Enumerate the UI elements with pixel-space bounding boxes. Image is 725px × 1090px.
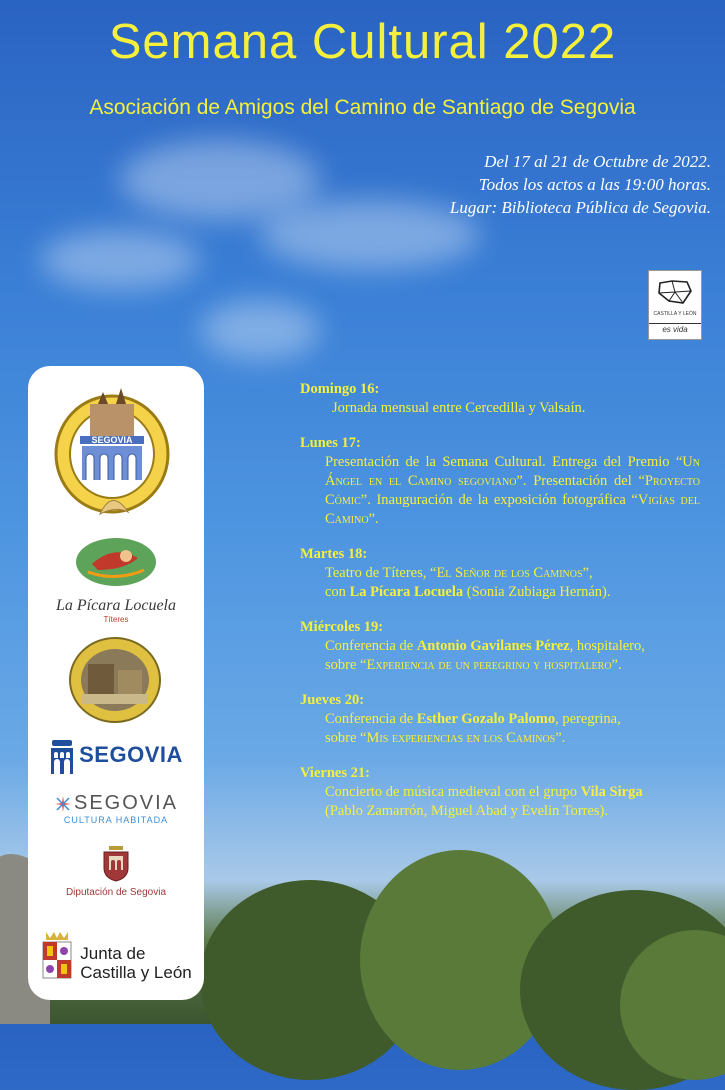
cloud (40, 230, 200, 290)
day-description (300, 710, 700, 748)
text-run: (Pablo Zamarrón, Miguel Abad y Evelin Torres). (325, 803, 609, 819)
poster-title: Semana Cultural 2022 (108, 15, 617, 69)
play-name: “El Señor de los Caminos” (430, 565, 589, 581)
text-run: , hospitalero, (569, 638, 645, 654)
seal-text: SEGOVIA (91, 435, 133, 445)
day-title: Martes 18 (300, 546, 363, 562)
day-title: Viernes 21 (300, 765, 366, 781)
day-title: Miércoles 19 (300, 619, 379, 635)
segovia-wordmark: SEGOVIA (79, 742, 183, 767)
junta-name-line2: Castilla y León (80, 963, 192, 982)
company-name: La Pícara Locuela (349, 584, 464, 600)
picara-locuela-name: La Pícara Locuela (56, 597, 176, 614)
text-run: . Inauguración de la exposición fotográfica (367, 492, 632, 508)
event-dates: Del 17 al 21 de Octubre de 2022. (484, 152, 711, 171)
albergue-seal-logo (68, 636, 162, 724)
diputacion-segovia-logo (28, 842, 204, 898)
cloud (200, 300, 320, 360)
text-run: . Presentación del (522, 473, 639, 489)
day-title: Lunes 17 (300, 435, 357, 451)
ayuntamiento-segovia-logo (28, 730, 204, 780)
diputacion-coat-of-arms-icon (101, 842, 131, 882)
text-run: Teatro de Títeres, (325, 565, 431, 581)
picara-locuela-emblem-icon (28, 536, 204, 592)
cloud (260, 200, 480, 270)
text-run: (Sonia Zubiaga Hernán). (463, 584, 611, 600)
schedule-day: Miércoles 19: Conferencia de Antonio Gavilanes Pérez, hospitalero, sobre “Experiencia de un peregrino y hospitalero”. (300, 618, 700, 675)
text-run: . (375, 511, 379, 527)
schedule-day: Domingo 16: Jornada mensual entre Cercedilla y Valsaín. (300, 380, 700, 418)
day-title: Jueves 20 (300, 692, 360, 708)
asociacion-seal-logo (50, 384, 174, 516)
talk-title: “Experiencia de un peregrino y hospitalero” (360, 657, 618, 673)
exhibition-name: “Vigías del Camino” (325, 492, 700, 527)
segovia-cultura-wordmark: SEGOVIA (73, 792, 179, 814)
event-time: Todos los actos a las 19:00 horas. (478, 175, 711, 194)
brand-small-text: CASTILLA Y LEÓN (653, 311, 697, 317)
event-schedule (300, 380, 700, 837)
talk-title: “Mis experiencias en los Caminos” (360, 730, 562, 746)
text-run: Conferencia de (325, 638, 417, 654)
poster-subtitle: Asociación de Amigos del Camino de Santiago de Segovia (89, 96, 636, 119)
text-run: . (618, 657, 622, 673)
text-run: , (588, 565, 593, 581)
schedule-day: Lunes 17: Presentación de la Semana Cultural. Entrega del Premio “Un Ángel en el Camino segoviano”. Presentación del “Proyecto Cómic”. Inauguración de la exposición fotográfica “Vigías del Camino”. (300, 435, 700, 527)
junta-castilla-leon-logo (28, 906, 204, 982)
castilla-leon-brand-logo (648, 270, 702, 340)
award-name: “Un Ángel en el Camino segoviano” (325, 454, 700, 489)
picara-locuela-sub: Títeres (103, 615, 129, 624)
event-info (450, 150, 711, 219)
segovia-cultura-logo (28, 792, 204, 828)
cloud (120, 140, 320, 220)
speaker-name: Antonio Gavilanes Pérez (416, 638, 570, 654)
day-description (300, 637, 700, 675)
text-run: sobre (325, 730, 361, 746)
project-name: “Proyecto Cómic” (325, 473, 700, 508)
event-place: Lugar: Biblioteca Pública de Segovia. (449, 198, 711, 217)
speaker-name: Esther Gozalo Palomo (416, 711, 556, 727)
brand-tagline: es vida (649, 323, 701, 334)
schedule-day: Viernes 21: Concierto de música medieval con el grupo Vila Sirga (Pablo Zamarrón, Miguel Abad y Evelin Torres). (300, 764, 700, 821)
text-run: con (325, 584, 350, 600)
day-description: Jornada mensual entre Cercedilla y Valsaín. (332, 400, 586, 416)
text-run: Concierto de música medieval con el grupo (325, 784, 581, 800)
sponsor-logo-panel (28, 366, 204, 1000)
schedule-day: Martes 18: Teatro de Títeres, “El Señor de los Caminos”, con La Pícara Locuela (Sonia Zubiaga Hernán). (300, 545, 700, 602)
diputacion-name: Diputación de Segovia (65, 887, 167, 898)
text-run: , peregrina, (555, 711, 621, 727)
picara-locuela-logo (28, 536, 204, 624)
day-description (300, 453, 700, 529)
castilla-leon-map-icon (657, 279, 693, 305)
day-description (300, 783, 700, 821)
junta-name-line1: Junta de (80, 944, 146, 963)
text-run: . (561, 730, 566, 746)
junta-coat-of-arms-icon (40, 930, 74, 982)
segovia-cultura-sub: CULTURA HABITADA (63, 815, 169, 825)
segovia-aqueduct-icon (49, 734, 75, 776)
band-name: Vila Sirga (580, 784, 643, 800)
text-run: Conferencia de (325, 711, 417, 727)
day-title: Domingo 16 (300, 381, 375, 397)
schedule-day: Jueves 20: Conferencia de Esther Gozalo Palomo, peregrina, sobre “Mis experiencias en los Caminos”. (300, 691, 700, 748)
text-run: sobre (325, 657, 361, 673)
day-description (300, 564, 700, 602)
text-run: Presentación de la Semana Cultural. Entrega del Premio (325, 454, 676, 470)
star-burst-icon (54, 795, 72, 813)
